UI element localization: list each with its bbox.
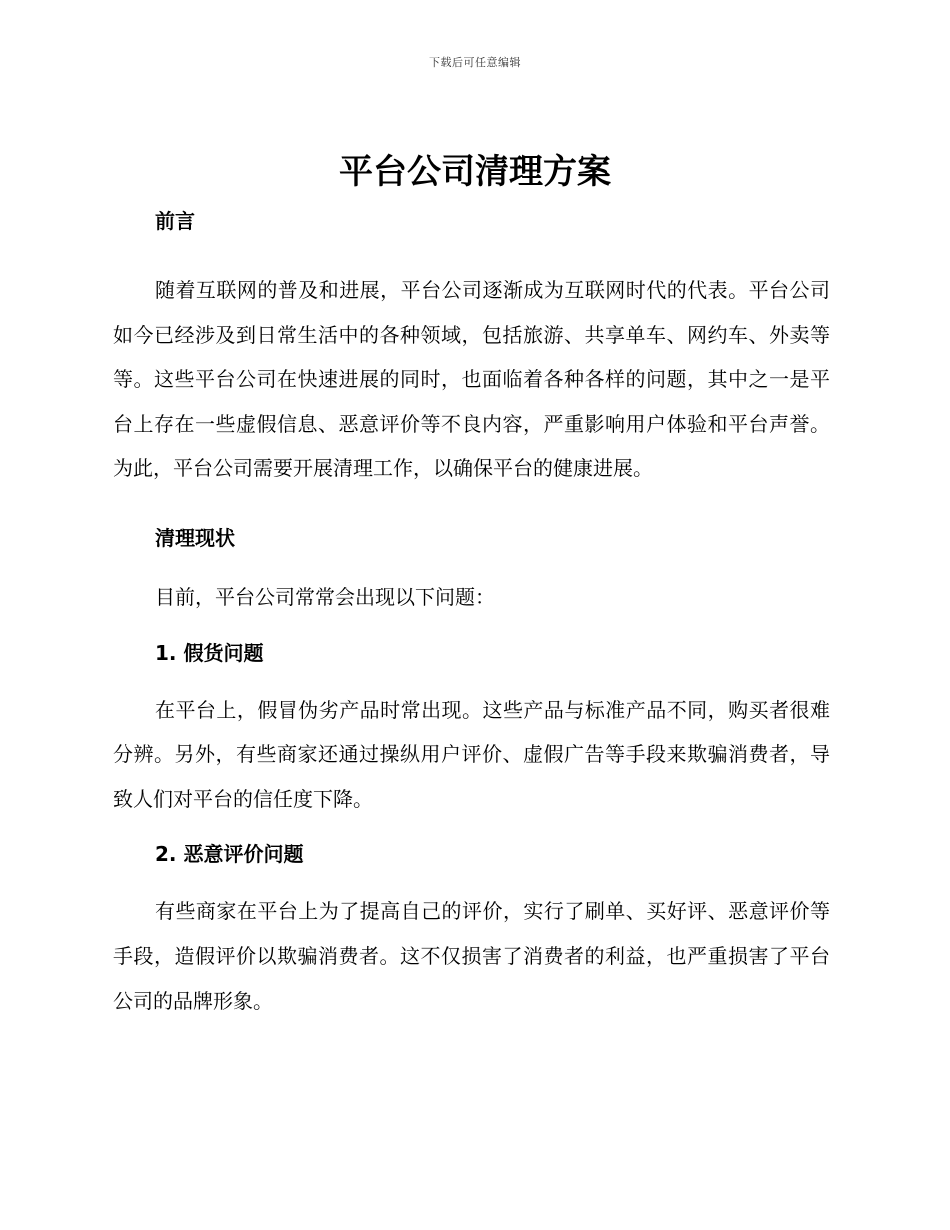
section-paragraph-counterfeit: 在平台上，假冒伪劣产品时常出现。这些产品与标准产品不同，购买者很难分辨。另外，有些商家还通过操纵用户评价、虚假广告等手段来欺骗消费者，导致人们对平台的信任度下降。	[113, 697, 830, 811]
section-heading-malicious-reviews: 2. 恶意评价问题	[155, 842, 304, 867]
section-heading-current-status: 清理现状	[155, 525, 235, 550]
document-body	[113, 202, 830, 1023]
section-paragraph-current-status: 目前，平台公司常常会出现以下问题：	[155, 584, 495, 609]
section-heading-preface: 前言	[155, 209, 195, 233]
section-paragraph-malicious-reviews: 有些商家在平台上为了提高自己的评价，实行了刷单、买好评、恶意评价等手段，造假评价以欺骗消费者。这不仅损害了消费者的利益，也严重损害了平台公司的品牌形象。	[113, 899, 830, 1013]
document-title: 平台公司清理方案	[339, 152, 611, 192]
section-paragraph-preface: 随着互联网的普及和进展，平台公司逐渐成为互联网时代的代表。平台公司如今已经涉及到日常生活中的各种领域，包括旅游、共享单车、网约车、外卖等等。这些平台公司在快速进展的同时，也面临着各种各样的问题，其中之一是平台上存在一些虚假信息、恶意评价等不良内容，严重影响用户体验和平台声誉。为此，平台公司需要开展清理工作，以确保平台的健康进展。	[113, 278, 830, 481]
page-header: 下载后可任意编辑	[429, 56, 521, 69]
section-heading-counterfeit: 1. 假货问题	[155, 640, 264, 665]
